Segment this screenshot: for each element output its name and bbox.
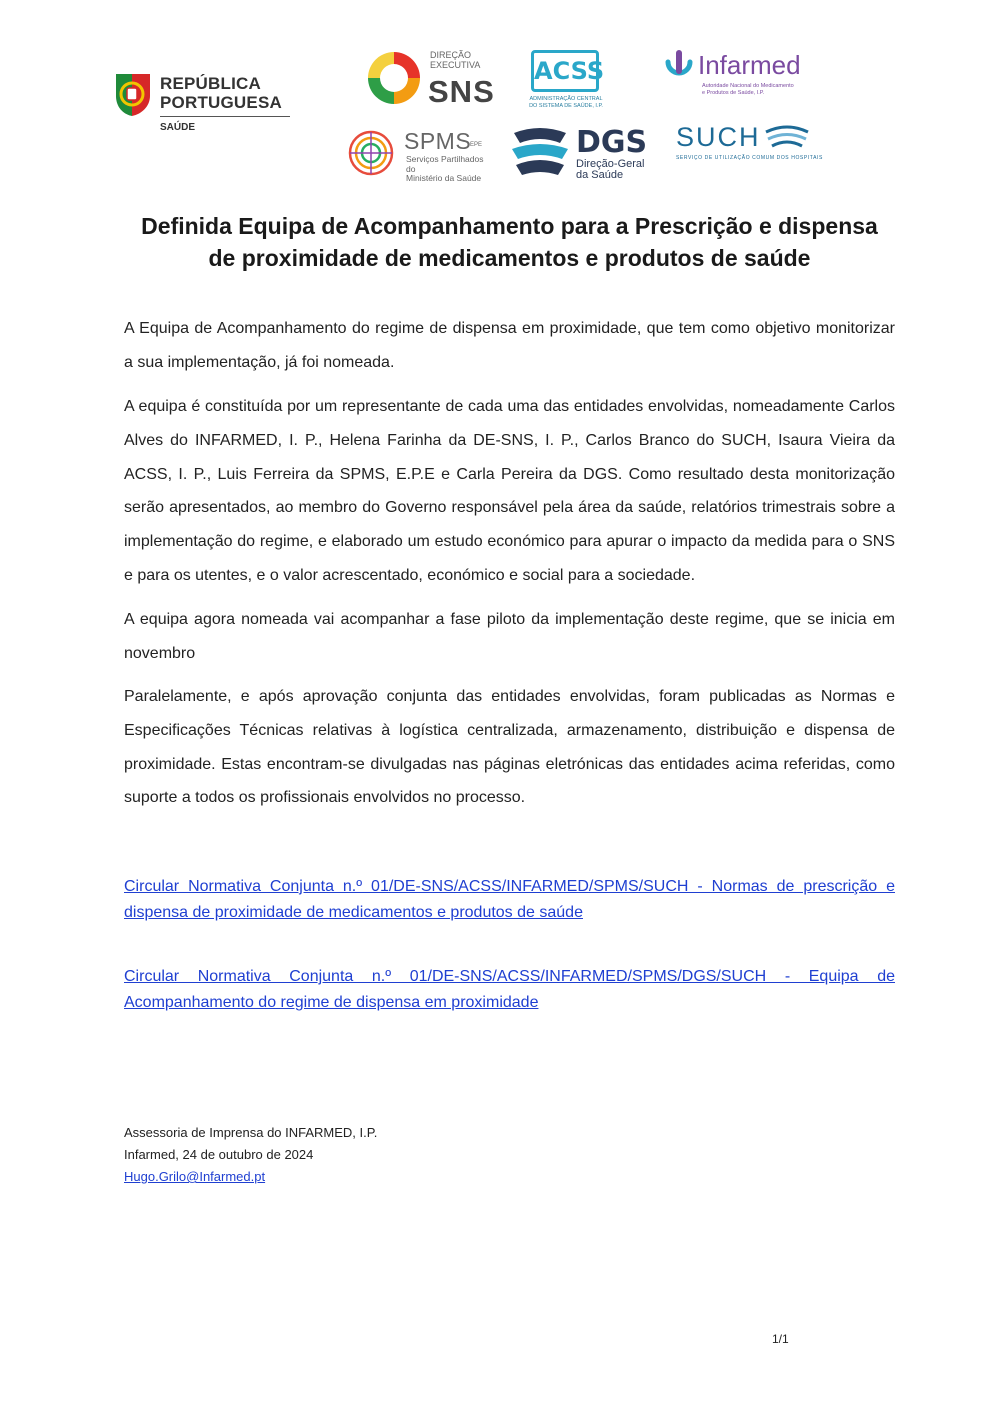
page-title (124, 210, 895, 274)
sns-line-1: DIREÇÃO (430, 50, 472, 60)
infarmed-wordmark: Infarmed (698, 50, 801, 80)
spms-line-2: Ministério da Saúde (406, 173, 482, 183)
republica-sub: SAÚDE (160, 122, 196, 133)
place-date: Infarmed, 24 de outubro de 2024 (124, 1147, 314, 1162)
paragraph-4: Paralelamente, e após aprovação conjunta das entidades envolvidas, foram publicadas as Normas e Especificações Técnicas relativas à logística centralizada, armazenamento, distribuição e dispensa de proximidade. Estas encontram-se divulgadas nas páginas eletrónicas das entidades acima referidas, como suporte a todos os profissionais envolvidos no processo. (124, 688, 895, 807)
link-paragraph-1 (124, 874, 895, 926)
press-office: Assessoria de Imprensa do INFARMED, I.P. (124, 1125, 378, 1140)
spms-epe: EPE (470, 142, 483, 148)
such-logo (676, 122, 823, 166)
such-caption: SERVIÇO DE UTILIZAÇÃO COMUM DOS HOSPITAIS (676, 155, 823, 161)
spms-line-1: Serviços Partilhados do (406, 154, 484, 174)
spms-globe-icon (346, 128, 396, 178)
acss-wordmark: ACSS (534, 57, 605, 85)
paragraph-2: A equipa é constituída por um representante de cada uma das entidades envolvidas, nomeadamente Carlos Alves do INFARMED, I. P., Helena Farinha da DE-SNS, I. P., Carlos Branco do SUCH, Isaura Vieira da ACSS, I. P., Luis Ferreira da SPMS, E.P.E e Carla Pereira da DGS. Como resultado desta monitorização serão apresentados, ao membro do Governo responsável pela área da saúde, relatórios trimestrais sobre a implementação do regime, e elaborado um estudo económico para apurar o impacto da medida para o SNS e para os utentes, e o valor acrescentado, económico e social para a sociedade. (124, 398, 895, 584)
sns-ring-icon (364, 48, 424, 108)
such-wordmark: SUCH (676, 122, 761, 152)
paragraph-1: A Equipa de Acompanhamento do regime de dispensa em proximidade, que tem como objetivo monitorizar a sua implementação, já foi nomeada. (124, 320, 895, 371)
infarmed-logo (662, 48, 807, 100)
coat-of-arms-icon (112, 70, 156, 120)
republica-portuguesa-logo (112, 70, 302, 140)
contact-email-link[interactable]: Hugo.Grilo@Infarmed.pt (124, 1169, 266, 1184)
dgs-waves-icon (510, 125, 570, 183)
acss-box (531, 50, 605, 92)
dgs-wordmark: DGS (576, 125, 648, 160)
republica-line-2: PORTUGUESA (160, 93, 282, 112)
acss-line-1: ADMINISTRAÇÃO CENTRAL (529, 96, 603, 102)
republica-divider (160, 116, 290, 117)
dgs-logo (510, 125, 650, 183)
title-line-2: de proximidade de medicamentos e produtos de saúde (208, 245, 811, 271)
spms-wordmark: SPMS (404, 128, 472, 154)
republica-line-1: REPÚBLICA (160, 74, 261, 93)
press-contact (124, 1122, 377, 1188)
dgs-line-2: da Saúde (576, 169, 624, 181)
spms-logo (346, 128, 486, 183)
infarmed-line-2: e Produtos de Saúde, I.P. (702, 90, 765, 96)
sns-logo (364, 48, 494, 110)
sns-line-2: EXECUTIVA (430, 60, 481, 70)
link-paragraph-2 (124, 964, 895, 1016)
sns-wordmark: SNS (428, 74, 495, 109)
dgs-line-1: Direção-Geral (576, 158, 645, 170)
circular-normas-link[interactable]: Circular Normativa Conjunta n.º 01/DE-SNS/ACSS/INFARMED/SPMS/SUCH - Normas de prescrição e dispensa de proximidade de medicamentos e produtos de saúde (124, 878, 895, 921)
circular-equipa-link[interactable]: Circular Normativa Conjunta n.º 01/DE-SNS/ACSS/INFARMED/SPMS/DGS/SUCH - Equipa de Acompanhamento do regime de dispensa em proximidade (124, 968, 895, 1011)
paragraph-3: A equipa agora nomeada vai acompanhar a fase piloto da implementação deste regime, que se inicia em novembro (124, 611, 895, 662)
acss-line-2: DO SISTEMA DE SAÚDE, I.P. (529, 103, 603, 109)
title-line-1: Definida Equipa de Acompanhamento para a Prescrição e dispensa (141, 213, 878, 239)
page-number: 1/1 (772, 1332, 789, 1346)
infarmed-drop-icon (662, 48, 696, 88)
acss-logo (528, 50, 604, 120)
infarmed-line-1: Autoridade Nacional do Medicamento (702, 83, 794, 89)
such-waves-icon (762, 122, 812, 152)
